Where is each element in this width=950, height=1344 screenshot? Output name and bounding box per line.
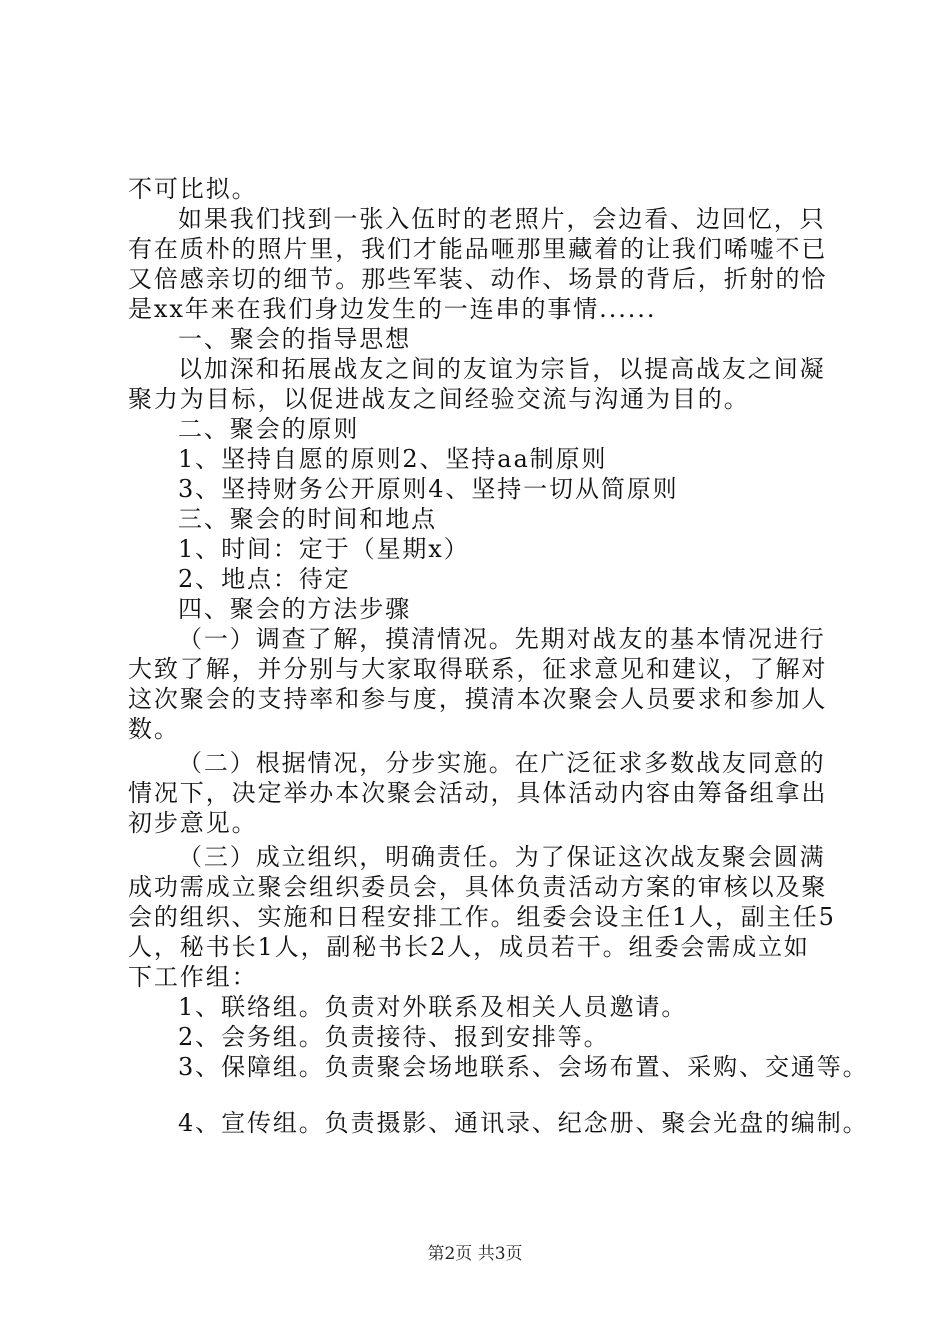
text-line: 这次聚会的支持率和参与度，摸清本次聚会人员要求和参加人: [128, 685, 828, 713]
section-heading: 四、聚会的方法步骤: [178, 595, 412, 623]
text-line: 大致了解，并分别与大家取得联系，征求意见和建议，了解对: [128, 655, 828, 683]
list-item: 3、保障组。负责聚会场地联系、会场布置、采购、交通等。: [178, 1053, 869, 1081]
list-item: 4、宣传组。负责摄影、通讯录、纪念册、聚会光盘的编制。: [178, 1109, 869, 1137]
text-line: 下工作组：: [128, 963, 258, 991]
text-line: 如果我们找到一张入伍时的老照片，会边看、边回忆，只: [178, 205, 826, 233]
text-line: 不可比拟。: [128, 175, 258, 203]
text-line: （一）调查了解，摸清情况。先期对战友的基本情况进行: [178, 625, 826, 653]
text-line: 又倍感亲切的细节。那些军装、动作、场景的背后，折射的恰: [128, 265, 828, 293]
list-item: 1、坚持自愿的原则2、坚持aa制原则: [178, 445, 608, 473]
section-heading: 二、聚会的原则: [178, 415, 360, 443]
text-line: 成功需成立聚会组织委员会，具体负责活动方案的审核以及聚: [128, 873, 828, 901]
text-line: 是xx年来在我们身边发生的一连串的事情......: [128, 295, 657, 323]
list-item: 2、会务组。负责接待、报到安排等。: [178, 1023, 610, 1051]
document-body: [128, 174, 869, 1138]
page-number: 第2页 共3页: [427, 1244, 523, 1264]
text-line: 聚力为目标，以促进战友之间经验交流与沟通为目的。: [128, 385, 750, 413]
list-item: 1、联络组。负责对外联系及相关人员邀请。: [178, 993, 688, 1021]
text-line: 人，秘书长1人，副秘书长2人，成员若干。组委会需成立如: [128, 933, 810, 961]
text-line: 以加深和拓展战友之间的友谊为宗旨，以提高战友之间凝: [178, 355, 826, 383]
list-item: 1、时间：定于（星期x）: [178, 535, 470, 563]
section-heading: 一、聚会的指导思想: [178, 325, 412, 353]
text-line: （二）根据情况，分步实施。在广泛征求多数战友同意的: [178, 749, 826, 777]
list-item: 3、坚持财务公开原则4、坚持一切从简原则: [178, 475, 679, 503]
text-line: （三）成立组织，明确责任。为了保证这次战友聚会圆满: [178, 843, 826, 871]
text-line: 初步意见。: [128, 809, 258, 837]
section-heading: 三、聚会的时间和地点: [178, 505, 437, 533]
text-line: 情况下，决定举办本次聚会活动，具体活动内容由筹备组拿出: [128, 779, 828, 807]
text-line: 有在质朴的照片里，我们才能品咂那里藏着的让我们唏嘘不已: [128, 235, 828, 263]
text-line: 数。: [128, 715, 180, 743]
text-line: 会的组织、实施和日程安排工作。组委会设主任1人，副主任5: [128, 903, 836, 931]
list-item: 2、地点：待定: [178, 565, 351, 593]
